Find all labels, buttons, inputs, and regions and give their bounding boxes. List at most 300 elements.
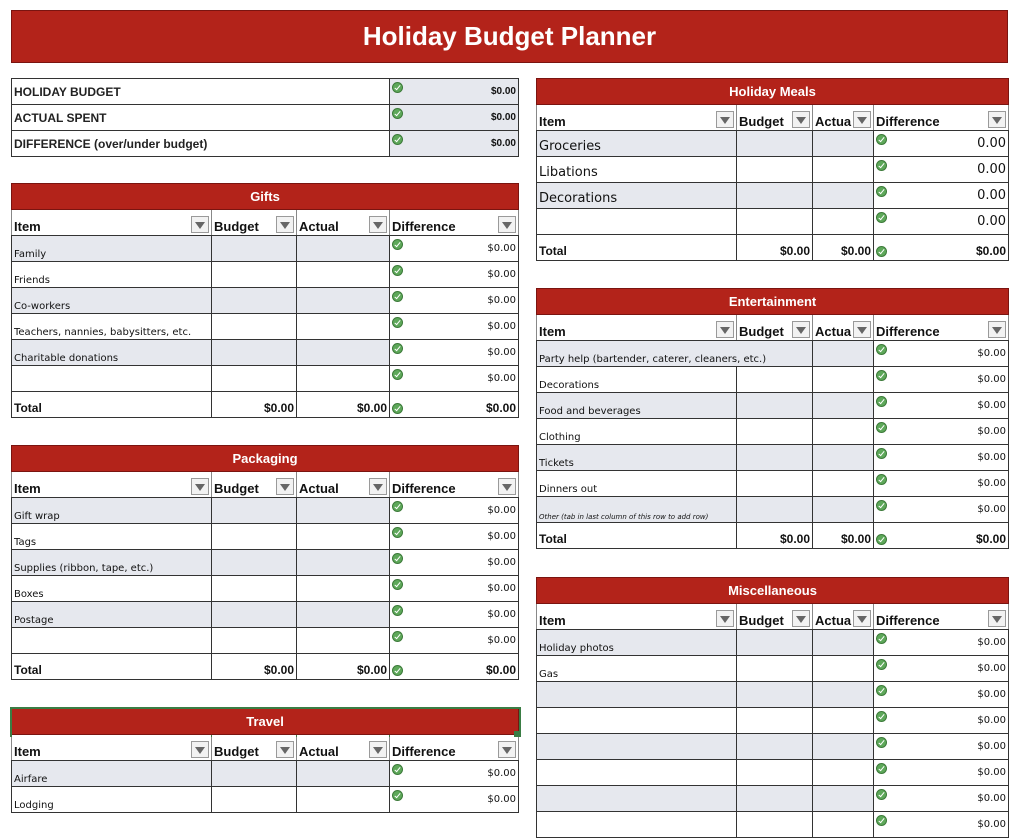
summary-value[interactable]: $0.00 — [390, 79, 519, 105]
gifts-table — [11, 183, 519, 418]
column-header-budget[interactable]: Budget — [737, 315, 813, 341]
item-cell[interactable] — [537, 786, 737, 812]
total-budget[interactable]: $0.00 — [212, 392, 297, 418]
actual-cell[interactable] — [297, 576, 390, 602]
misc-header-row — [537, 604, 1009, 630]
actual-cell[interactable] — [297, 236, 390, 262]
check-circle-icon — [876, 344, 887, 355]
actual-cell[interactable] — [297, 340, 390, 366]
actual-cell[interactable] — [297, 288, 390, 314]
total-row — [537, 235, 1009, 261]
misc-title[interactable]: Miscellaneous — [537, 578, 1009, 604]
table-row — [537, 445, 1009, 471]
budget-cell[interactable] — [737, 131, 813, 157]
budget-cell[interactable] — [212, 761, 297, 787]
table-row — [12, 366, 519, 392]
column-header-item[interactable]: Item — [12, 472, 212, 498]
difference-cell[interactable]: $0.00 — [390, 550, 519, 576]
item-cell[interactable]: Groceries — [537, 131, 737, 157]
meals-title[interactable]: Holiday Meals — [537, 79, 1009, 105]
filter-dropdown-icon[interactable] — [191, 478, 209, 495]
column-header-item[interactable]: Item — [537, 315, 737, 341]
filter-dropdown-icon[interactable] — [792, 610, 810, 627]
column-header-actual[interactable]: Actua — [813, 604, 874, 630]
check-circle-icon — [392, 579, 403, 590]
difference-cell[interactable]: $0.00 — [390, 262, 519, 288]
page-title: Holiday Budget Planner — [11, 10, 1008, 63]
filter-dropdown-icon[interactable] — [853, 111, 871, 128]
check-circle-icon — [876, 685, 887, 696]
budget-cell[interactable] — [737, 367, 813, 393]
difference-cell[interactable]: $0.00 — [874, 630, 1009, 656]
summary-row-actual — [12, 105, 519, 131]
summary-label[interactable]: HOLIDAY BUDGET — [12, 79, 390, 105]
selection-fill-handle[interactable] — [514, 731, 520, 737]
total-row — [12, 392, 519, 418]
item-cell[interactable] — [12, 628, 212, 654]
budget-cell[interactable] — [737, 630, 813, 656]
item-cell[interactable] — [12, 366, 212, 392]
difference-cell[interactable]: $0.00 — [874, 341, 1009, 367]
actual-cell[interactable] — [813, 786, 874, 812]
difference-cell[interactable]: $0.00 — [874, 497, 1009, 523]
check-circle-icon — [876, 134, 887, 145]
table-row — [12, 498, 519, 524]
item-cell[interactable]: Boxes — [12, 576, 212, 602]
filter-dropdown-icon[interactable] — [716, 321, 734, 338]
check-circle-icon — [876, 448, 887, 459]
filter-dropdown-icon[interactable] — [369, 478, 387, 495]
item-cell[interactable]: Decorations — [537, 183, 737, 209]
budget-cell[interactable] — [737, 760, 813, 786]
packaging-header-row — [12, 472, 519, 498]
table-row — [537, 367, 1009, 393]
entertainment-title[interactable]: Entertainment — [537, 289, 1009, 315]
actual-cell[interactable] — [297, 602, 390, 628]
item-cell[interactable]: Libations — [537, 157, 737, 183]
item-cell[interactable]: Family — [12, 236, 212, 262]
item-cell[interactable]: Co-workers — [12, 288, 212, 314]
column-header-difference[interactable]: Difference — [390, 735, 519, 761]
item-cell[interactable]: Airfare — [12, 761, 212, 787]
column-header-difference[interactable]: Difference — [390, 210, 519, 236]
filter-dropdown-icon[interactable] — [988, 610, 1006, 627]
difference-cell[interactable]: $0.00 — [390, 314, 519, 340]
total-label[interactable]: Total — [537, 235, 737, 261]
table-row — [537, 183, 1009, 209]
filter-dropdown-icon[interactable] — [853, 321, 871, 338]
check-circle-icon — [876, 186, 887, 197]
check-circle-icon — [392, 265, 403, 276]
filter-dropdown-icon[interactable] — [498, 216, 516, 233]
check-circle-icon — [392, 239, 403, 250]
column-header-actual[interactable]: Actual — [297, 735, 390, 761]
item-cell[interactable] — [537, 708, 737, 734]
check-circle-icon — [876, 160, 887, 171]
total-difference[interactable]: $0.00 — [874, 235, 1009, 261]
meals-header-row — [537, 105, 1009, 131]
budget-cell[interactable] — [737, 445, 813, 471]
entertainment-table — [536, 288, 1009, 549]
difference-cell[interactable]: $0.00 — [874, 812, 1009, 838]
column-header-actual[interactable]: Actua — [813, 315, 874, 341]
difference-cell[interactable]: 0.00 — [874, 183, 1009, 209]
actual-cell[interactable] — [813, 708, 874, 734]
difference-cell[interactable]: $0.00 — [390, 576, 519, 602]
actual-cell[interactable] — [813, 656, 874, 682]
check-circle-icon — [876, 737, 887, 748]
difference-cell[interactable]: $0.00 — [390, 340, 519, 366]
budget-cell[interactable] — [212, 787, 297, 813]
travel-title[interactable]: Travel — [12, 709, 519, 735]
actual-cell[interactable] — [297, 498, 390, 524]
check-circle-icon — [876, 246, 887, 257]
table-row — [537, 760, 1009, 786]
budget-cell[interactable] — [737, 157, 813, 183]
check-circle-icon — [392, 631, 403, 642]
check-circle-icon — [876, 711, 887, 722]
budget-cell[interactable] — [737, 734, 813, 760]
table-row — [537, 393, 1009, 419]
check-circle-icon — [392, 553, 403, 564]
check-circle-icon — [876, 422, 887, 433]
difference-cell[interactable]: $0.00 — [390, 761, 519, 787]
column-header-budget[interactable]: Budget — [737, 604, 813, 630]
filter-dropdown-icon[interactable] — [276, 741, 294, 758]
check-circle-icon — [392, 317, 403, 328]
actual-cell[interactable] — [813, 812, 874, 838]
actual-cell[interactable] — [297, 628, 390, 654]
total-row — [537, 523, 1009, 549]
budget-cell[interactable] — [212, 602, 297, 628]
check-circle-icon — [876, 763, 887, 774]
column-header-difference[interactable]: Difference — [390, 472, 519, 498]
difference-cell[interactable]: $0.00 — [874, 656, 1009, 682]
check-circle-icon — [876, 633, 887, 644]
actual-cell[interactable] — [813, 760, 874, 786]
table-row — [537, 630, 1009, 656]
table-row — [537, 131, 1009, 157]
entertainment-header-row — [537, 315, 1009, 341]
difference-cell[interactable]: $0.00 — [390, 524, 519, 550]
table-row — [12, 314, 519, 340]
total-difference[interactable]: $0.00 — [390, 392, 519, 418]
check-circle-icon — [392, 403, 403, 414]
difference-cell[interactable]: $0.00 — [874, 786, 1009, 812]
check-circle-icon — [876, 534, 887, 545]
check-circle-icon — [392, 82, 403, 93]
item-cell[interactable]: Charitable donations — [12, 340, 212, 366]
budget-cell[interactable] — [212, 498, 297, 524]
column-header-budget[interactable]: Budget — [212, 472, 297, 498]
actual-cell[interactable] — [813, 471, 874, 497]
table-row — [537, 656, 1009, 682]
budget-cell[interactable] — [212, 550, 297, 576]
table-row — [537, 497, 1009, 523]
budget-cell[interactable] — [737, 393, 813, 419]
check-circle-icon — [876, 370, 887, 381]
table-row — [12, 628, 519, 654]
item-cell[interactable] — [537, 682, 737, 708]
filter-dropdown-icon[interactable] — [191, 216, 209, 233]
difference-cell[interactable]: $0.00 — [390, 288, 519, 314]
budget-cell[interactable] — [212, 366, 297, 392]
actual-cell[interactable] — [813, 445, 874, 471]
actual-cell[interactable] — [813, 367, 874, 393]
budget-cell[interactable] — [212, 288, 297, 314]
column-header-difference[interactable]: Difference — [874, 105, 1009, 131]
total-difference[interactable]: $0.00 — [390, 654, 519, 680]
travel-header-row — [12, 735, 519, 761]
total-difference[interactable]: $0.00 — [874, 523, 1009, 549]
check-circle-icon — [392, 369, 403, 380]
actual-cell[interactable] — [813, 497, 874, 523]
summary-value[interactable]: $0.00 — [390, 131, 519, 157]
table-row — [537, 471, 1009, 497]
item-cell[interactable]: Party help (bartender, caterer, cleaners, etc.) — [537, 341, 813, 367]
total-budget[interactable]: $0.00 — [737, 235, 813, 261]
table-row — [12, 340, 519, 366]
item-cell[interactable]: Friends — [12, 262, 212, 288]
actual-cell[interactable] — [813, 734, 874, 760]
budget-cell[interactable] — [212, 314, 297, 340]
filter-dropdown-icon[interactable] — [276, 216, 294, 233]
item-cell[interactable]: Supplies (ribbon, tape, etc.) — [12, 550, 212, 576]
actual-cell[interactable] — [813, 682, 874, 708]
total-budget[interactable]: $0.00 — [212, 654, 297, 680]
check-circle-icon — [876, 659, 887, 670]
budget-cell[interactable] — [737, 471, 813, 497]
check-circle-icon — [392, 291, 403, 302]
item-cell[interactable]: Gift wrap — [12, 498, 212, 524]
filter-dropdown-icon[interactable] — [498, 478, 516, 495]
filter-dropdown-icon[interactable] — [369, 216, 387, 233]
budget-cell[interactable] — [212, 576, 297, 602]
difference-cell[interactable]: $0.00 — [874, 708, 1009, 734]
check-circle-icon — [392, 343, 403, 354]
budget-cell[interactable] — [737, 419, 813, 445]
table-row — [537, 419, 1009, 445]
difference-cell[interactable]: $0.00 — [390, 602, 519, 628]
table-row — [537, 341, 1009, 367]
difference-cell[interactable]: $0.00 — [390, 787, 519, 813]
item-cell[interactable] — [537, 734, 737, 760]
summary-value[interactable]: $0.00 — [390, 105, 519, 131]
column-header-difference[interactable]: Difference — [874, 604, 1009, 630]
item-cell[interactable]: Lodging — [12, 787, 212, 813]
filter-dropdown-icon[interactable] — [988, 321, 1006, 338]
column-header-actual[interactable]: Actual — [297, 472, 390, 498]
budget-cell[interactable] — [737, 708, 813, 734]
check-circle-icon — [876, 789, 887, 800]
actual-cell[interactable] — [297, 262, 390, 288]
actual-cell[interactable] — [297, 550, 390, 576]
total-actual[interactable]: $0.00 — [297, 392, 390, 418]
item-cell[interactable]: Food and beverages — [537, 393, 737, 419]
table-row — [537, 786, 1009, 812]
table-row — [12, 262, 519, 288]
item-cell[interactable]: Tickets — [537, 445, 737, 471]
filter-dropdown-icon[interactable] — [792, 111, 810, 128]
difference-cell[interactable]: $0.00 — [874, 419, 1009, 445]
check-circle-icon — [392, 134, 403, 145]
budget-cell[interactable] — [212, 628, 297, 654]
meals-table — [536, 78, 1009, 261]
total-row — [12, 654, 519, 680]
actual-cell[interactable] — [813, 183, 874, 209]
table-row — [537, 682, 1009, 708]
packaging-title[interactable]: Packaging — [12, 446, 519, 472]
check-circle-icon — [392, 501, 403, 512]
difference-cell[interactable]: $0.00 — [874, 682, 1009, 708]
column-header-item[interactable]: Item — [537, 105, 737, 131]
actual-cell[interactable] — [813, 393, 874, 419]
column-header-budget[interactable]: Budget — [212, 210, 297, 236]
actual-cell[interactable] — [297, 366, 390, 392]
item-cell[interactable] — [537, 812, 737, 838]
budget-cell[interactable] — [737, 183, 813, 209]
total-label[interactable]: Total — [12, 392, 212, 418]
budget-cell[interactable] — [212, 524, 297, 550]
filter-dropdown-icon[interactable] — [498, 741, 516, 758]
filter-dropdown-icon[interactable] — [716, 111, 734, 128]
table-row — [12, 602, 519, 628]
table-row — [12, 550, 519, 576]
table-row — [12, 524, 519, 550]
check-circle-icon — [876, 500, 887, 511]
column-header-budget[interactable]: Budget — [212, 735, 297, 761]
actual-cell[interactable] — [813, 419, 874, 445]
budget-cell[interactable] — [737, 209, 813, 235]
column-header-item[interactable]: Item — [537, 604, 737, 630]
table-row — [537, 157, 1009, 183]
total-actual[interactable]: $0.00 — [297, 654, 390, 680]
item-cell[interactable]: Dinners out — [537, 471, 737, 497]
budget-cell[interactable] — [212, 340, 297, 366]
item-cell[interactable] — [537, 760, 737, 786]
misc-table — [536, 577, 1009, 838]
check-circle-icon — [876, 212, 887, 223]
check-circle-icon — [392, 527, 403, 538]
total-label[interactable]: Total — [12, 654, 212, 680]
column-header-item[interactable]: Item — [12, 210, 212, 236]
budget-cell[interactable] — [737, 682, 813, 708]
actual-cell[interactable] — [813, 630, 874, 656]
column-header-item[interactable]: Item — [12, 735, 212, 761]
item-cell[interactable]: Holiday photos — [537, 630, 737, 656]
budget-cell[interactable] — [737, 812, 813, 838]
check-circle-icon — [392, 764, 403, 775]
total-actual[interactable]: $0.00 — [813, 235, 874, 261]
table-row — [537, 734, 1009, 760]
budget-cell[interactable] — [212, 262, 297, 288]
difference-cell[interactable]: 0.00 — [874, 209, 1009, 235]
total-actual[interactable]: $0.00 — [813, 523, 874, 549]
budget-cell[interactable] — [212, 236, 297, 262]
actual-cell[interactable] — [813, 209, 874, 235]
check-circle-icon — [876, 474, 887, 485]
summary-table — [11, 78, 519, 157]
item-cell[interactable]: Clothing — [537, 419, 737, 445]
item-cell[interactable]: Postage — [12, 602, 212, 628]
packaging-table — [11, 445, 519, 680]
difference-cell[interactable]: $0.00 — [874, 734, 1009, 760]
item-cell[interactable] — [537, 209, 737, 235]
check-circle-icon — [392, 790, 403, 801]
difference-cell[interactable]: $0.00 — [390, 236, 519, 262]
table-row — [537, 812, 1009, 838]
summary-row-budget — [12, 79, 519, 105]
difference-cell[interactable]: $0.00 — [874, 367, 1009, 393]
summary-row-difference — [12, 131, 519, 157]
difference-cell[interactable]: 0.00 — [874, 157, 1009, 183]
gifts-title[interactable]: Gifts — [12, 184, 519, 210]
filter-dropdown-icon[interactable] — [191, 741, 209, 758]
difference-cell[interactable]: $0.00 — [390, 628, 519, 654]
check-circle-icon — [392, 665, 403, 676]
item-cell[interactable]: Teachers, nannies, babysitters, etc. — [12, 314, 212, 340]
filter-dropdown-icon[interactable] — [369, 741, 387, 758]
actual-cell[interactable] — [297, 761, 390, 787]
difference-cell[interactable]: 0.00 — [874, 131, 1009, 157]
filter-dropdown-icon[interactable] — [276, 478, 294, 495]
difference-cell[interactable]: $0.00 — [874, 760, 1009, 786]
actual-cell[interactable] — [813, 131, 874, 157]
item-cell[interactable]: Gas — [537, 656, 737, 682]
table-row — [12, 761, 519, 787]
budget-cell[interactable] — [737, 497, 813, 523]
difference-cell[interactable]: $0.00 — [874, 471, 1009, 497]
item-cell[interactable]: Tags — [12, 524, 212, 550]
actual-cell[interactable] — [297, 314, 390, 340]
actual-cell[interactable] — [297, 524, 390, 550]
check-circle-icon — [876, 396, 887, 407]
column-header-budget[interactable]: Budget — [737, 105, 813, 131]
budget-cell[interactable] — [737, 656, 813, 682]
total-budget[interactable]: $0.00 — [737, 523, 813, 549]
summary-label[interactable]: DIFFERENCE (over/under budget) — [12, 131, 390, 157]
total-label[interactable]: Total — [537, 523, 737, 549]
difference-cell[interactable]: $0.00 — [874, 393, 1009, 419]
gifts-header-row — [12, 210, 519, 236]
summary-label[interactable]: ACTUAL SPENT — [12, 105, 390, 131]
difference-cell[interactable]: $0.00 — [390, 498, 519, 524]
actual-cell[interactable] — [297, 787, 390, 813]
filter-dropdown-icon[interactable] — [716, 610, 734, 627]
filter-dropdown-icon[interactable] — [853, 610, 871, 627]
difference-cell[interactable]: $0.00 — [874, 445, 1009, 471]
filter-dropdown-icon[interactable] — [988, 111, 1006, 128]
filter-dropdown-icon[interactable] — [792, 321, 810, 338]
travel-table — [11, 708, 519, 813]
check-circle-icon — [876, 815, 887, 826]
column-header-actual[interactable]: Actua — [813, 105, 874, 131]
table-row — [12, 288, 519, 314]
table-row — [12, 787, 519, 813]
actual-cell[interactable] — [813, 157, 874, 183]
budget-cell[interactable] — [737, 786, 813, 812]
actual-cell[interactable] — [813, 341, 874, 367]
check-circle-icon — [392, 605, 403, 616]
table-row — [12, 576, 519, 602]
column-header-difference[interactable]: Difference — [874, 315, 1009, 341]
item-cell[interactable]: Other (tab in last column of this row to add row) — [537, 497, 737, 523]
difference-cell[interactable]: $0.00 — [390, 366, 519, 392]
table-row — [537, 708, 1009, 734]
column-header-actual[interactable]: Actual — [297, 210, 390, 236]
item-cell[interactable]: Decorations — [537, 367, 737, 393]
table-row — [537, 209, 1009, 235]
